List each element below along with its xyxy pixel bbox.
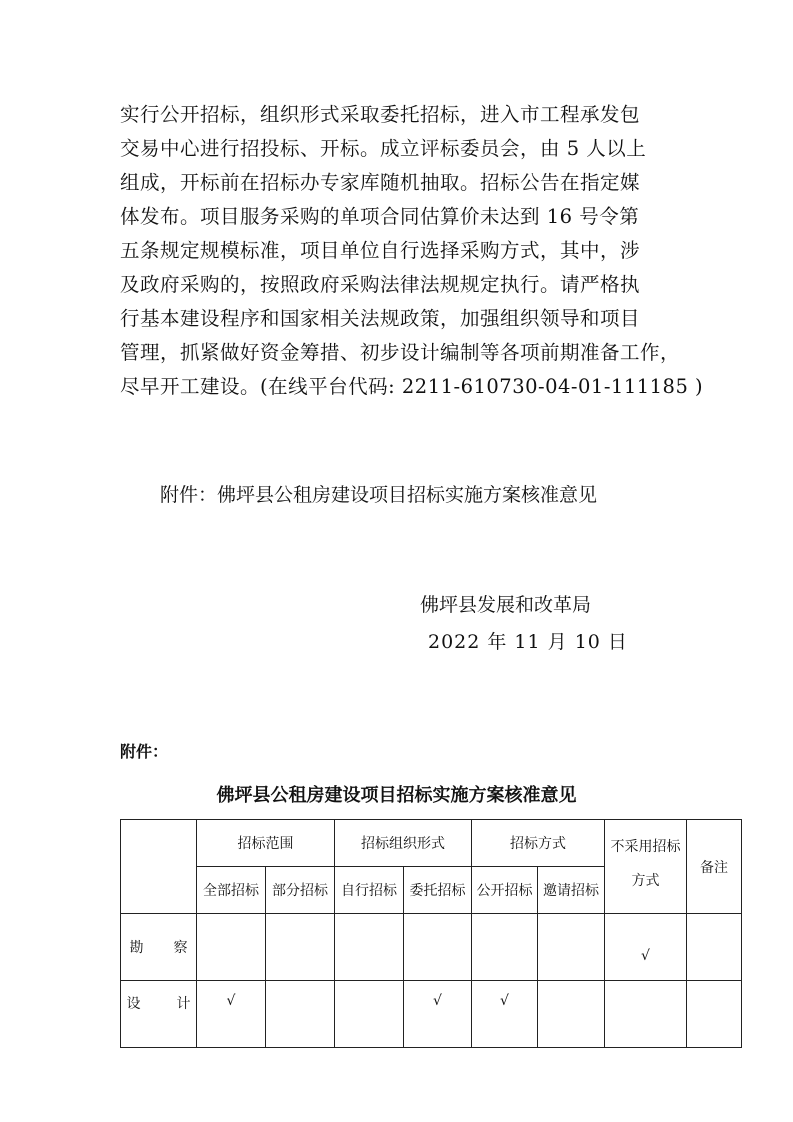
- cell-remarks: [687, 914, 742, 981]
- header-method: 招标方式: [472, 820, 605, 867]
- table-row: [121, 981, 742, 1048]
- body-line: 行基本建设程序和国家相关法规政策，加强组织领导和项目: [120, 307, 641, 330]
- row-label-survey: [121, 914, 197, 981]
- cell-partial: [266, 981, 335, 1048]
- header-no-bid: [605, 820, 687, 914]
- body-line: 组成，开标前在招标办专家库随机抽取。招标公告在指定媒: [120, 171, 641, 194]
- body-line: 及政府采购的，按照政府采购法律法规规定执行。请严格执: [120, 273, 641, 296]
- subheader-open: 公开招标: [472, 867, 538, 914]
- header-remarks: 备注: [687, 820, 742, 914]
- signature-date: 2022 年 11 月 10 日: [428, 631, 628, 653]
- cell-partial: [266, 914, 335, 981]
- body-line: 交易中心进行招投标、开标。成立评标委员会，由 5 人以上: [120, 137, 647, 160]
- appendix-label: 附件：: [120, 742, 169, 761]
- cell-self: [335, 981, 404, 1048]
- cell-open: √: [472, 981, 538, 1048]
- subheader-entrusted: 委托招标: [404, 867, 472, 914]
- body-line: 尽早开工建设。(在线平台代码: 2211-610730-04-01-111185 ): [120, 375, 704, 398]
- attachment-note: 附件：佛坪县公租房建设项目招标实施方案核准意见: [160, 484, 598, 506]
- body-line: 五条规定规模标准，项目单位自行选择采购方式，其中，涉: [120, 239, 641, 262]
- body-line: 实行公开招标，组织形式采取委托招标，进入市工程承发包: [120, 103, 641, 126]
- row-label-char: 设: [126, 996, 141, 1012]
- table-header-row: [121, 820, 742, 867]
- cell-entrusted: √: [404, 981, 472, 1048]
- cell-full: √: [197, 981, 266, 1048]
- cell-full: [197, 914, 266, 981]
- signature-org: 佛坪县发展和改革局: [420, 594, 592, 616]
- row-label-char: 察: [173, 940, 188, 956]
- cell-no-bid: √: [605, 914, 687, 981]
- cell-self: [335, 914, 404, 981]
- cell-open: [472, 914, 538, 981]
- header-organization: 招标组织形式: [335, 820, 472, 867]
- cell-no-bid: [605, 981, 687, 1048]
- body-line: 管理，抓紧做好资金筹措、初步设计编制等各项前期准备工作，: [120, 341, 681, 364]
- subheader-partial: 部分招标: [266, 867, 335, 914]
- bidding-approval-table: [120, 819, 742, 1048]
- header-no-bid-text: 不采用招标方式: [610, 839, 681, 889]
- cell-invited: [538, 981, 605, 1048]
- row-label-char: 计: [176, 996, 191, 1012]
- approval-body-text: [120, 98, 704, 404]
- corner-cell: [121, 820, 197, 914]
- subheader-self: 自行招标: [335, 867, 404, 914]
- table-row: [121, 914, 742, 981]
- body-line: 体发布。项目服务采购的单项合同估算价未达到 16 号令第: [120, 205, 640, 228]
- header-scope: 招标范围: [197, 820, 335, 867]
- cell-entrusted: [404, 914, 472, 981]
- subheader-full: 全部招标: [197, 867, 266, 914]
- subheader-invited: 邀请招标: [538, 867, 605, 914]
- row-label-char: 勘: [129, 940, 144, 956]
- cell-remarks: [687, 981, 742, 1048]
- cell-invited: [538, 914, 605, 981]
- table-title: 佛坪县公租房建设项目招标实施方案核准意见: [216, 785, 577, 806]
- row-label-design: [121, 981, 197, 1048]
